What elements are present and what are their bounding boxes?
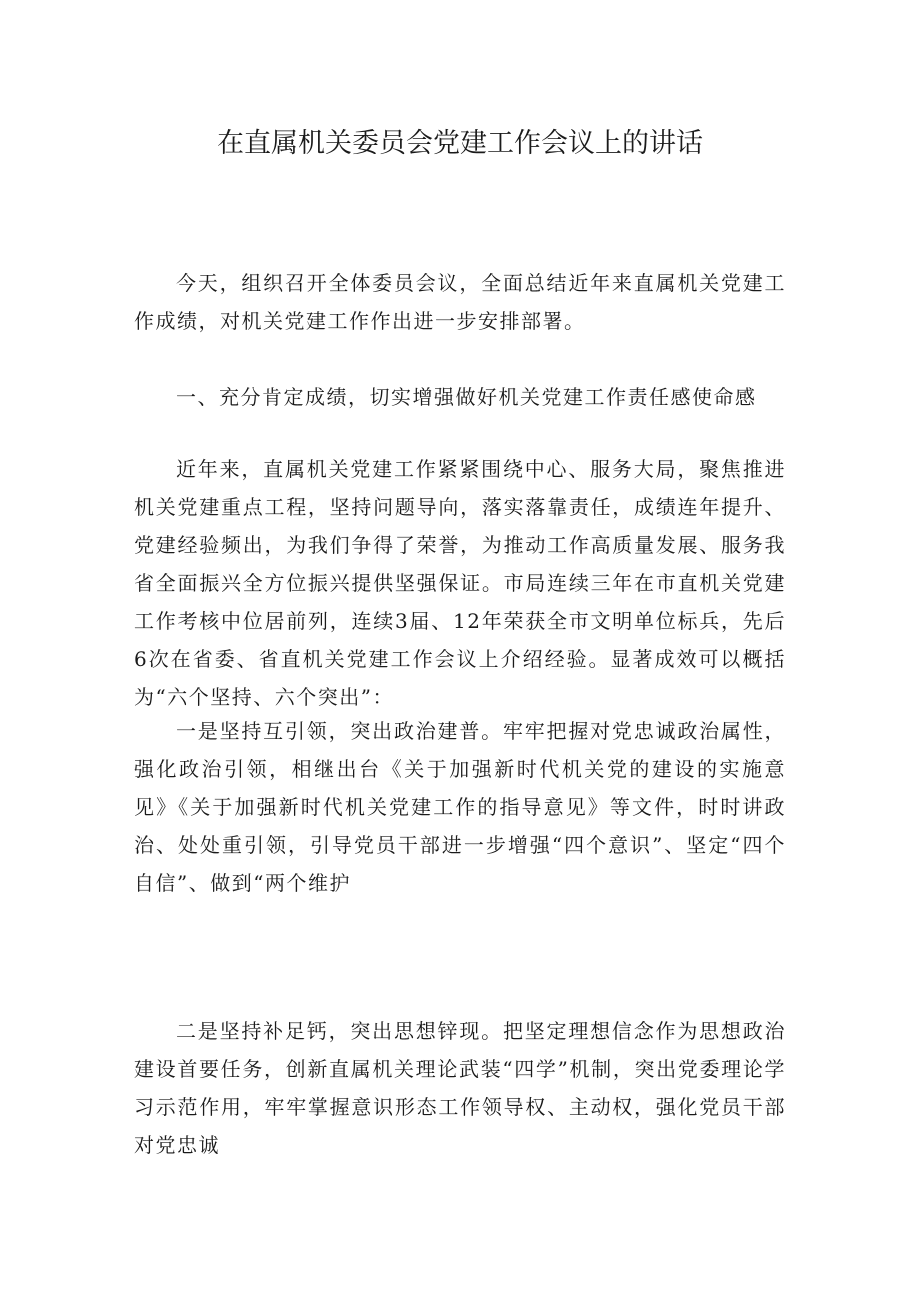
- achievements-paragraph: 近年来，直属机关党建工作紧紧围绕中心、服务大局，聚焦推进机关党建重点工程，坚持问题导向，落实落靠责任，成绩连年提升、党建经验频出，为我们争得了荣誉，为推动工作高质量发展、服务我省全面振兴全方位振兴提供坚强保证。市局连续三年在市直机关党建工作考核中位居前列，连续3届、12年荣获全市文明单位标兵，先后6次在省委、省直机关党建工作会议上介绍经验。显著成效可以概括为“六个坚持、六个突出”：: [134, 457, 786, 709]
- document-title: 在直属机关委员会党建工作会议上的讲话: [217, 128, 703, 159]
- point-two-paragraph: 二是坚持补足钙，突出思想锌现。把坚定理想信念作为思想政治建设首要任务，创新直属机关理论武装“四学”机制，突出党委理论学习示范作用，牢牢掌握意识形态工作领导权、主动权，强化党员干部对党忠诚: [134, 1019, 786, 1157]
- section-heading-1: 一、充分肯定成绩，切实增强做好机关党建工作责任感使命感: [176, 385, 757, 409]
- point-one-paragraph: 一是坚持互引领，突出政治建普。牢牢把握对党忠诚政治属性，强化政治引领，相继出台《关于加强新时代机关党的建设的实施意见》《关于加强新时代机关党建工作的指导意见》等文件，时时讲政治、处处重引领，引导党员干部进一步增强“四个意识”、坚定“四个自信”、做到“两个维护: [134, 719, 786, 895]
- intro-paragraph: 今天，组织召开全体委员会议，全面总结近年来直属机关党建工作成绩，对机关党建工作作出进一步安排部署。: [134, 271, 786, 333]
